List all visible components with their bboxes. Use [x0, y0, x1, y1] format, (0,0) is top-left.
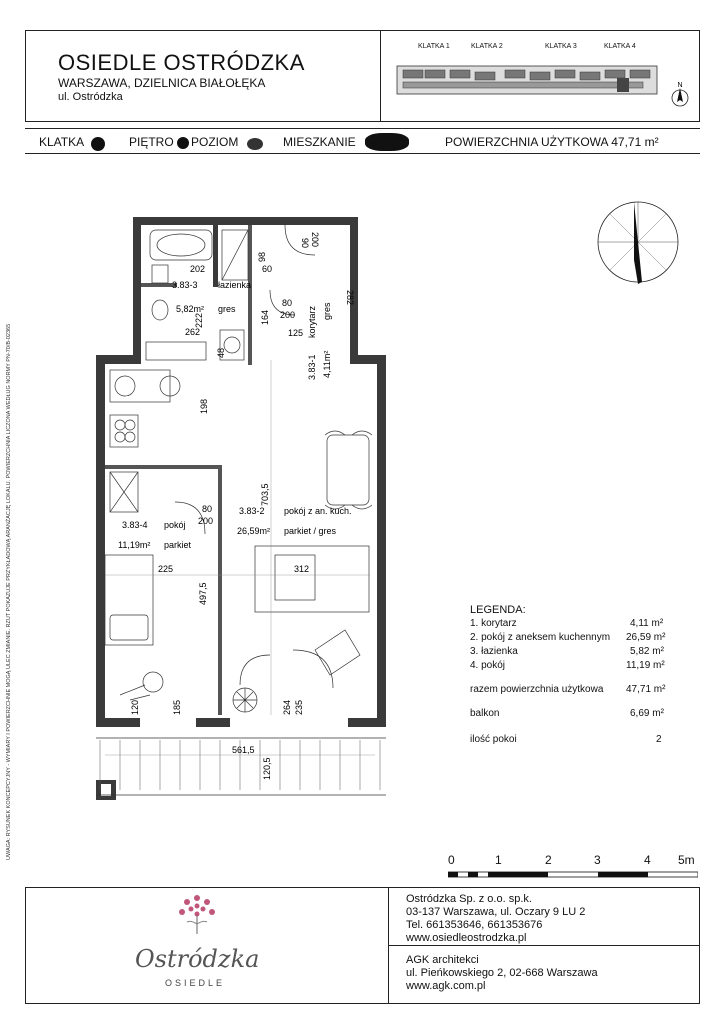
living-area: 26,59m² [237, 526, 271, 536]
legend-item-value: 5,82 m² [630, 646, 664, 657]
dim-60: 60 [262, 264, 273, 274]
legend-item-label: 4. pokój [470, 660, 506, 671]
dim-98: 98 [257, 251, 267, 262]
project-location: WARSZAWA, DZIELNICA BIAŁOŁĘKA [58, 76, 266, 90]
dim-80b: 80 [202, 504, 213, 514]
redaction-mark [247, 138, 263, 150]
legend-balcony-value: 6,69 m² [630, 708, 664, 719]
flower-logo-icon [172, 890, 222, 940]
legend-item-value: 26,59 m² [626, 632, 666, 643]
legend-rooms-value: 2 [656, 734, 662, 745]
logo-subtitle: OSIEDLE [165, 978, 226, 988]
architect-address: ul. Pieńkowskiego 2, 02-668 Warszawa [406, 967, 598, 979]
project-street: ul. Ostródzka [58, 91, 123, 103]
scale-label: 0 [448, 853, 455, 867]
klatka-2-label: KLATKA 2 [471, 43, 503, 50]
dim-561-5: 561,5 [232, 745, 255, 755]
redaction-mark [91, 137, 105, 151]
architect-website-link[interactable]: www.agk.com.pl [406, 980, 486, 992]
logo-wordmark: Ostródzka [135, 945, 260, 973]
scale-label: 3 [594, 853, 601, 867]
dim-185: 185 [172, 699, 182, 715]
dim-164: 164 [260, 309, 270, 325]
dim-225: 225 [158, 564, 174, 574]
dim-120: 120 [130, 699, 140, 715]
dim-222: 222 [194, 312, 204, 328]
corridor-code: 3.83-1 [307, 354, 317, 380]
room-name: pokój [164, 520, 186, 530]
bath-floor: gres [218, 304, 236, 314]
legend-item-label: 3. łazienka [470, 646, 518, 657]
dim-80a: 80 [282, 298, 293, 308]
dim-312: 312 [294, 564, 310, 574]
dim-703-5: 703,5 [260, 483, 270, 506]
corridor-name: korytarz [307, 305, 317, 338]
dim-200c: 200 [198, 516, 214, 526]
dim-282: 282 [345, 290, 355, 306]
klatka-field: KLATKA [39, 135, 85, 149]
scale-label: 4 [644, 853, 651, 867]
living-code: 3.83-2 [239, 506, 265, 516]
bath-area: 5,82m² [176, 304, 205, 314]
usable-area-field: POWIERZCHNIA UŻYTKOWA 47,71 m² [445, 135, 659, 149]
compass-icon [590, 200, 690, 290]
building-key-plan [395, 58, 695, 118]
dim-90: 90 [300, 238, 310, 249]
poziom-field: POZIOM [191, 135, 239, 149]
scale-bar [448, 870, 698, 880]
project-title: OSIEDLE OSTRÓDZKA [58, 50, 305, 75]
dim-202: 202 [190, 264, 206, 274]
redaction-mark [365, 133, 409, 151]
dim-235: 235 [294, 699, 304, 715]
room-area: 11,19m² [118, 540, 151, 550]
pietro-field: PIĘTRO [129, 135, 174, 149]
header-divider [380, 30, 381, 122]
redaction-mark [177, 137, 189, 149]
developer-phone: Tel. 661353646, 661353676 [406, 919, 543, 931]
footer-divider [388, 945, 700, 946]
dim-125: 125 [288, 328, 304, 338]
legend-item-value: 4,11 m² [630, 618, 664, 629]
dim-497-5: 497,5 [198, 582, 208, 605]
dim-200a: 200 [310, 232, 320, 248]
corridor-area: 4,11m² [322, 350, 332, 378]
legend-total-label: razem powierzchnia użytkowa [470, 684, 604, 695]
legend-item-label: 2. pokój z aneksem kuchennym [470, 632, 611, 643]
svg-text:N: N [677, 82, 683, 89]
living-floor: parkiet / gres [284, 526, 337, 536]
living-name: pokój z an. kuch. [284, 506, 352, 516]
dim-120-5: 120,5 [262, 757, 272, 780]
mieszkanie-field: MIESZKANIE [283, 135, 356, 149]
legend-total-value: 47,71 m² [626, 684, 666, 695]
apartment-info-bar [25, 128, 700, 154]
room-code: 3.83-4 [122, 520, 148, 530]
scale-label: 1 [495, 853, 502, 867]
legend-item-label: 1. korytarz [470, 618, 517, 629]
scale-label: 2 [545, 853, 552, 867]
developer-website-link[interactable]: www.osiedleostrodzka.pl [406, 932, 527, 944]
dim-264: 264 [282, 699, 292, 715]
dim-262: 262 [185, 327, 201, 337]
legend-heading: LEGENDA: [470, 604, 526, 616]
scale-label: 5m [678, 853, 695, 867]
corridor-floor: gres [322, 302, 332, 320]
developer-address: 03-137 Warszawa, ul. Oczary 9 LU 2 [406, 906, 586, 918]
bath-code: 3.83-3 [172, 280, 198, 290]
bath-name: łazienka [218, 280, 252, 290]
developer-name: Ostródzka Sp. z o.o. sp.k. [406, 893, 532, 905]
dim-200b: 200 [280, 310, 296, 320]
klatka-1-label: KLATKA 1 [418, 43, 450, 50]
legend-rooms-label: ilość pokoi [470, 734, 517, 745]
side-disclaimer: UWAGA: RYSUNEK KONCEPCYJNY - WYMIARY I POWIERZCHNIE MOGĄ ULEC ZMIANIE. RZUT POKAZUJE PRZYKŁADOWĄ ARANŻACJĘ LOKALU. POWIERZCHNIA LICZONA WEDŁUG NORMY PN-70/B-02365 [6, 323, 12, 860]
klatka-4-label: KLATKA 4 [604, 43, 636, 50]
room-floor: parkiet [164, 540, 192, 550]
legend-item-value: 11,19 m² [626, 660, 665, 671]
dim-198: 198 [199, 398, 209, 414]
klatka-3-label: KLATKA 3 [545, 43, 577, 50]
legend-balcony-label: balkon [470, 708, 500, 719]
dim-48: 48 [216, 347, 226, 358]
architect-name: AGK architekci [406, 954, 479, 966]
floor-plan [90, 210, 400, 810]
